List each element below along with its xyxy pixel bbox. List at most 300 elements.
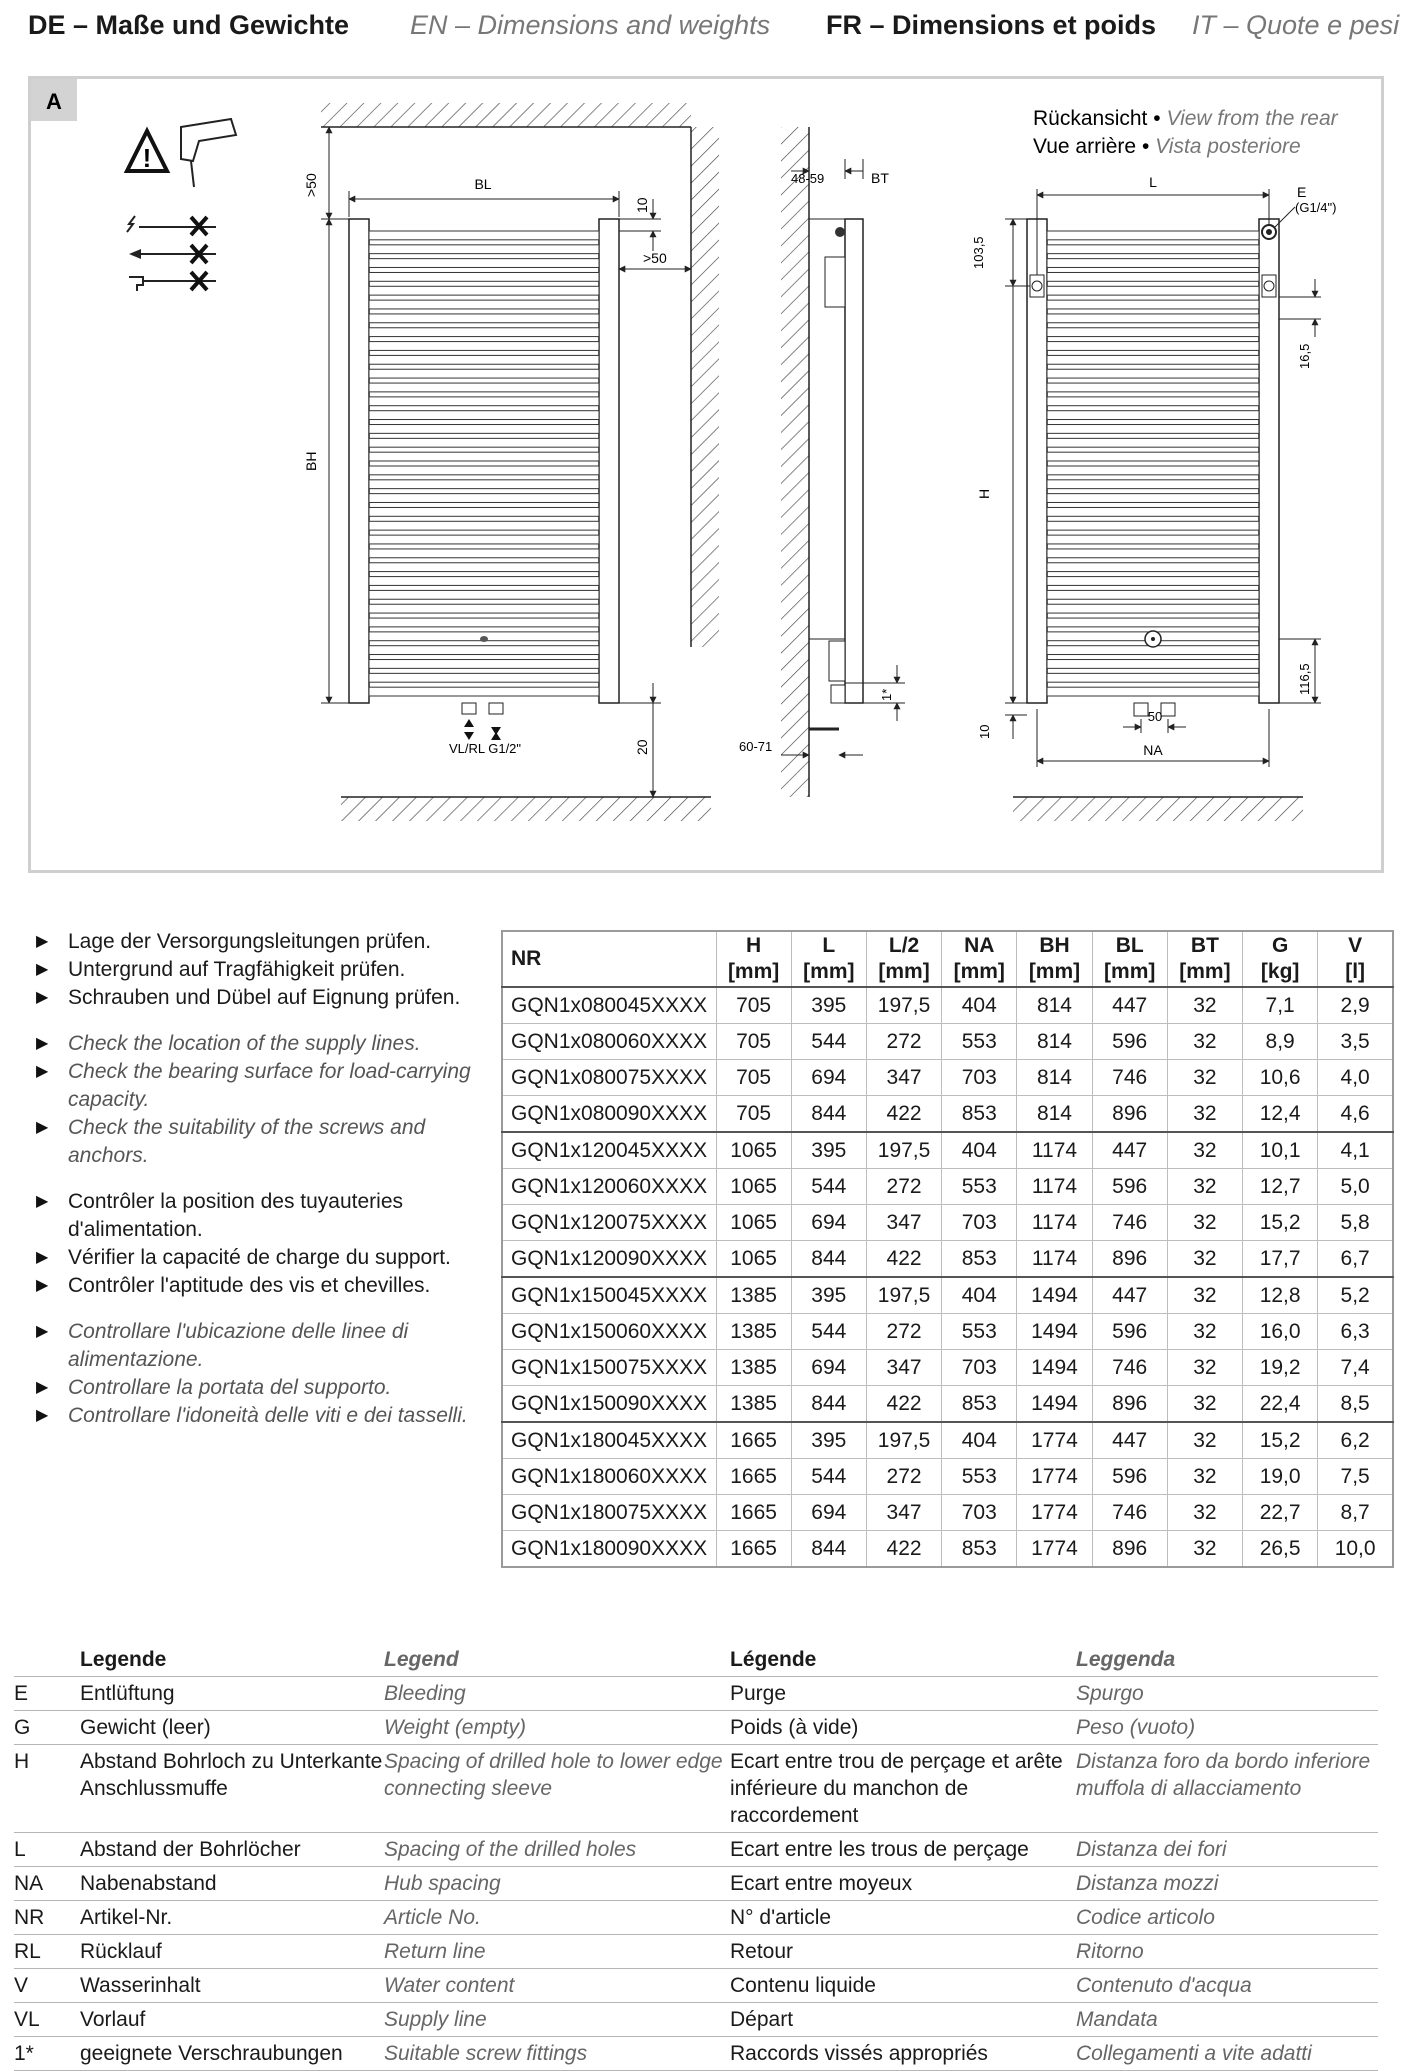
header-it: IT – Quote e pesi bbox=[1192, 10, 1400, 40]
radiator-bar bbox=[1047, 494, 1259, 503]
bullet-item: ▶ Contrôler la position des tuyauteries d'alimentation. bbox=[36, 1188, 486, 1244]
column-name: H bbox=[746, 934, 762, 957]
legend-cell: Distanza foro da bordo inferiore muffola di allacciamento bbox=[1076, 1750, 1371, 1800]
table-cell: 22,7 bbox=[1243, 1495, 1318, 1531]
article-number-cell: GQN1x180090XXXX bbox=[502, 1531, 716, 1568]
bullets-de bbox=[36, 928, 486, 1012]
legend-cell: Spurgo bbox=[1076, 1682, 1144, 1705]
table-cell: 347 bbox=[866, 1495, 941, 1531]
radiator-bar bbox=[1047, 480, 1259, 489]
radiator-bar bbox=[1047, 425, 1259, 434]
radiator-bar bbox=[369, 286, 599, 295]
table-row bbox=[502, 1422, 1393, 1459]
table-cell: 422 bbox=[866, 1386, 941, 1423]
legend-cell: Weight (empty) bbox=[384, 1716, 526, 1739]
radiator-bar bbox=[369, 314, 599, 323]
table-cell: 1494 bbox=[1017, 1350, 1092, 1386]
radiator-bar bbox=[369, 660, 599, 669]
column-unit: [mm] bbox=[878, 960, 930, 983]
table-cell: 395 bbox=[791, 1277, 866, 1314]
table-cell: 32 bbox=[1167, 987, 1242, 1024]
legend-cell: Distanza mozzi bbox=[1076, 1872, 1219, 1895]
legend-row bbox=[14, 1833, 1378, 1867]
legend-cell: Water content bbox=[384, 1974, 515, 1997]
article-number-cell: GQN1x120045XXXX bbox=[502, 1132, 716, 1169]
table-cell: 814 bbox=[1017, 1096, 1092, 1133]
radiator-bar bbox=[1047, 300, 1259, 309]
legend-table bbox=[14, 1643, 1378, 2071]
table-cell: 1385 bbox=[716, 1277, 791, 1314]
legend-cell: Supply line bbox=[384, 2008, 487, 2031]
table-header-row bbox=[502, 931, 1393, 987]
table-cell: 32 bbox=[1167, 1531, 1242, 1568]
radiator-bar bbox=[1047, 687, 1259, 696]
table-cell: 705 bbox=[716, 987, 791, 1024]
legend-cell: G bbox=[14, 1716, 31, 1739]
table-cell: 10,6 bbox=[1243, 1060, 1318, 1096]
table-row bbox=[502, 1132, 1393, 1169]
table-cell: 32 bbox=[1167, 1024, 1242, 1060]
dim-48-59: 48-59 bbox=[791, 171, 825, 186]
table-row bbox=[502, 1205, 1393, 1241]
table-cell: 853 bbox=[942, 1531, 1017, 1568]
radiator-bar bbox=[1047, 328, 1259, 337]
table-row bbox=[502, 1277, 1393, 1314]
table-cell: 844 bbox=[791, 1386, 866, 1423]
dim-h: H bbox=[976, 488, 992, 499]
check-instructions bbox=[36, 928, 486, 1448]
table-cell: 544 bbox=[791, 1169, 866, 1205]
table-cell: 347 bbox=[866, 1060, 941, 1096]
figure-label: A bbox=[46, 89, 62, 114]
radiator-bar bbox=[369, 549, 599, 558]
radiator-bar bbox=[1047, 369, 1259, 378]
radiator-bar bbox=[369, 342, 599, 351]
legend-cell: NR bbox=[14, 1906, 45, 1929]
column-unit: [mm] bbox=[727, 960, 780, 983]
dimension-drawing bbox=[31, 79, 1381, 870]
legend-cell: RL bbox=[14, 1940, 41, 1963]
radiator-bar bbox=[1047, 507, 1259, 516]
dim-gt50-top: >50 bbox=[303, 173, 319, 197]
table-cell: 6,3 bbox=[1318, 1314, 1393, 1350]
table-cell: 32 bbox=[1167, 1096, 1242, 1133]
table-cell: 1174 bbox=[1017, 1205, 1092, 1241]
article-number-cell: GQN1x080090XXXX bbox=[502, 1096, 716, 1133]
radiator-bar bbox=[369, 245, 599, 254]
table-cell: 272 bbox=[866, 1024, 941, 1060]
table-cell: 447 bbox=[1092, 1277, 1167, 1314]
legend-row bbox=[14, 1901, 1378, 1935]
table-cell: 395 bbox=[791, 1132, 866, 1169]
table-cell: 8,5 bbox=[1318, 1386, 1393, 1423]
radiator-bar bbox=[369, 535, 599, 544]
legend-cell: L bbox=[14, 1838, 26, 1861]
column-name: BH bbox=[1039, 934, 1070, 957]
table-cell: 703 bbox=[942, 1060, 1017, 1096]
no-gas-icon bbox=[129, 245, 216, 263]
radiator-bar bbox=[1047, 604, 1259, 613]
table-cell: 404 bbox=[942, 1422, 1017, 1459]
table-cell: 1065 bbox=[716, 1132, 791, 1169]
column-unit: [mm] bbox=[1179, 960, 1231, 983]
table-cell: 694 bbox=[791, 1350, 866, 1386]
header-fr: FR – Dimensions et poids bbox=[826, 10, 1157, 40]
table-cell: 2,9 bbox=[1318, 987, 1393, 1024]
radiator-bar bbox=[1047, 521, 1259, 530]
table-cell: 553 bbox=[942, 1169, 1017, 1205]
bullet-item: ▶ Contrôler l'aptitude des vis et chevilles. bbox=[36, 1272, 486, 1300]
radiator-bar bbox=[369, 272, 599, 281]
column-name: BT bbox=[1190, 934, 1219, 957]
table-row bbox=[502, 1314, 1393, 1350]
table-cell: 694 bbox=[791, 1205, 866, 1241]
table-cell: 694 bbox=[791, 1060, 866, 1096]
table-cell: 896 bbox=[1092, 1241, 1167, 1278]
column-name: NA bbox=[964, 934, 995, 957]
radiator-bar bbox=[1047, 259, 1259, 268]
column-name: BL bbox=[1115, 934, 1144, 957]
dim-gt50-side: >50 bbox=[643, 250, 667, 266]
table-row bbox=[502, 1531, 1393, 1568]
column-header bbox=[1318, 931, 1393, 987]
dim-1-star: 1* bbox=[879, 688, 894, 701]
rear-view-caption-2 bbox=[1033, 135, 1301, 158]
table-cell: 596 bbox=[1092, 1024, 1167, 1060]
table-cell: 16,0 bbox=[1243, 1314, 1318, 1350]
radiator-bar bbox=[369, 411, 599, 420]
column-header bbox=[1243, 931, 1318, 987]
article-number-cell: GQN1x180045XXXX bbox=[502, 1422, 716, 1459]
rear-view bbox=[1005, 189, 1321, 821]
legend-cell: Wasserinhalt bbox=[80, 1974, 201, 1997]
table-cell: 197,5 bbox=[866, 1277, 941, 1314]
table-cell: 32 bbox=[1167, 1132, 1242, 1169]
bullet-item: ▶ Controllare l'ubicazione delle linee di alimentazione. bbox=[36, 1318, 486, 1374]
table-row bbox=[502, 1024, 1393, 1060]
table-cell: 4,1 bbox=[1318, 1132, 1393, 1169]
radiator-bar bbox=[369, 452, 599, 461]
installation-figure bbox=[28, 76, 1384, 873]
legend-cell: N° d'article bbox=[730, 1906, 832, 1929]
bullets-fr bbox=[36, 1188, 486, 1300]
radiator-bar bbox=[369, 590, 599, 599]
legend-cell: Vorlauf bbox=[80, 2008, 146, 2031]
legend-row bbox=[14, 1711, 1378, 1745]
table-row bbox=[502, 987, 1393, 1024]
table-cell: 32 bbox=[1167, 1241, 1242, 1278]
table-cell: 746 bbox=[1092, 1495, 1167, 1531]
legend-cell: Ecart entre trou de perçage et arête inférieure du manchon de raccordement bbox=[730, 1750, 1063, 1827]
radiator-bar bbox=[369, 259, 599, 268]
radiator-bar bbox=[369, 687, 599, 696]
legend-cell: Peso (vuoto) bbox=[1076, 1716, 1196, 1739]
legend-cell: Suitable screw fittings bbox=[384, 2042, 588, 2065]
radiator-bar bbox=[369, 480, 599, 489]
table-cell: 5,8 bbox=[1318, 1205, 1393, 1241]
legend-cell: Mandata bbox=[1076, 2008, 1158, 2031]
drill-icon bbox=[181, 119, 236, 187]
article-number-cell: GQN1x120075XXXX bbox=[502, 1205, 716, 1241]
table-cell: 8,7 bbox=[1318, 1495, 1393, 1531]
table-cell: 1065 bbox=[716, 1205, 791, 1241]
table-cell: 7,5 bbox=[1318, 1459, 1393, 1495]
table-row bbox=[502, 1060, 1393, 1096]
table-cell: 814 bbox=[1017, 987, 1092, 1024]
table-cell: 32 bbox=[1167, 1060, 1242, 1096]
legend-cell: Codice articolo bbox=[1076, 1906, 1215, 1929]
column-unit: [kg] bbox=[1260, 960, 1300, 983]
dim-vlrl: VL/RL G1/2" bbox=[448, 741, 522, 756]
rear-view-de: Rückansicht bbox=[1033, 107, 1148, 130]
column-header bbox=[1167, 931, 1242, 987]
legend-cell: H bbox=[14, 1750, 30, 1773]
legend-cell: E bbox=[14, 1682, 29, 1705]
rear-view-fr: Vue arrière bbox=[1033, 135, 1137, 158]
legend-cell: Collegamenti a vite adatti bbox=[1076, 2042, 1312, 2065]
legend-cell: V bbox=[14, 1974, 29, 1997]
dim-bh: BH bbox=[303, 451, 319, 471]
dim-10-top: 10 bbox=[634, 197, 650, 213]
table-cell: 814 bbox=[1017, 1024, 1092, 1060]
warning-icon bbox=[127, 131, 167, 173]
dim-bl: BL bbox=[474, 176, 492, 192]
bullets-it bbox=[36, 1318, 486, 1430]
table-row bbox=[502, 1241, 1393, 1278]
legend-cell: Poids (à vide) bbox=[730, 1716, 859, 1739]
radiator-bar bbox=[1047, 660, 1259, 669]
table-cell: 422 bbox=[866, 1531, 941, 1568]
table-cell: 853 bbox=[942, 1096, 1017, 1133]
front-view bbox=[321, 103, 719, 821]
bullet-item: ▶ Lage der Versorgungsleitungen prüfen. bbox=[36, 928, 486, 956]
legend-row bbox=[14, 2003, 1378, 2037]
column-header bbox=[942, 931, 1017, 987]
table-cell: 395 bbox=[791, 987, 866, 1024]
column-unit: [mm] bbox=[803, 960, 855, 983]
table-cell: 746 bbox=[1092, 1350, 1167, 1386]
radiator-bar bbox=[369, 355, 599, 364]
bullet-item: ▶ Check the bearing surface for load-carrying capacity. bbox=[36, 1058, 486, 1114]
table-cell: 4,6 bbox=[1318, 1096, 1393, 1133]
legend-cell: Légende bbox=[730, 1648, 817, 1671]
table-cell: 853 bbox=[942, 1241, 1017, 1278]
table-cell: 197,5 bbox=[866, 1132, 941, 1169]
table-row bbox=[502, 1350, 1393, 1386]
radiator-bar bbox=[1047, 411, 1259, 420]
table-cell: 15,2 bbox=[1243, 1205, 1318, 1241]
table-cell: 1774 bbox=[1017, 1531, 1092, 1568]
radiator-bar bbox=[369, 328, 599, 337]
radiator-bar bbox=[369, 466, 599, 475]
table-cell: 26,5 bbox=[1243, 1531, 1318, 1568]
column-name: NR bbox=[511, 947, 542, 970]
table-cell: 1665 bbox=[716, 1495, 791, 1531]
legend-cell: Entlüftung bbox=[80, 1682, 175, 1705]
table-cell: 404 bbox=[942, 987, 1017, 1024]
table-cell: 1774 bbox=[1017, 1422, 1092, 1459]
legend-cell: Contenuto d'acqua bbox=[1076, 1974, 1252, 1997]
header-de: DE – Maße und Gewichte bbox=[28, 10, 350, 40]
table-cell: 10,0 bbox=[1318, 1531, 1393, 1568]
table-row bbox=[502, 1096, 1393, 1133]
table-cell: 6,7 bbox=[1318, 1241, 1393, 1278]
table-cell: 705 bbox=[716, 1060, 791, 1096]
legend-cell: geeignete Verschraubungen bbox=[80, 2042, 343, 2065]
bullet-sep-1: • bbox=[1153, 107, 1161, 130]
bullet-item: ▶ Schrauben und Dübel auf Eignung prüfen. bbox=[36, 984, 486, 1012]
legend-cell bbox=[14, 1646, 80, 1673]
legend-cell: Legende bbox=[80, 1648, 167, 1671]
table-cell: 5,2 bbox=[1318, 1277, 1393, 1314]
legend-cell: Départ bbox=[730, 2008, 794, 2031]
table-cell: 19,2 bbox=[1243, 1350, 1318, 1386]
radiator-bar bbox=[369, 673, 599, 682]
table-cell: 19,0 bbox=[1243, 1459, 1318, 1495]
table-cell: 1665 bbox=[716, 1459, 791, 1495]
table-cell: 22,4 bbox=[1243, 1386, 1318, 1423]
column-unit: [l] bbox=[1345, 960, 1366, 983]
legend-row bbox=[14, 1969, 1378, 2003]
table-cell: 896 bbox=[1092, 1386, 1167, 1423]
radiator-bar bbox=[369, 397, 599, 406]
article-number-cell: GQN1x150090XXXX bbox=[502, 1386, 716, 1423]
legend-row bbox=[14, 1745, 1378, 1833]
table-cell: 1174 bbox=[1017, 1132, 1092, 1169]
radiator-bar bbox=[1047, 618, 1259, 627]
radiator-bar bbox=[369, 577, 599, 586]
radiator-bar bbox=[369, 521, 599, 530]
table-cell: 1774 bbox=[1017, 1495, 1092, 1531]
radiator-bar bbox=[1047, 272, 1259, 281]
legend-cell: Distanza dei fori bbox=[1076, 1838, 1227, 1861]
table-cell: 347 bbox=[866, 1350, 941, 1386]
table-cell: 4,0 bbox=[1318, 1060, 1393, 1096]
legend-row bbox=[14, 1677, 1378, 1711]
legend-cell: 1* bbox=[14, 2042, 34, 2065]
legend-row bbox=[14, 1935, 1378, 1969]
table-cell: 32 bbox=[1167, 1205, 1242, 1241]
radiator-bar bbox=[369, 438, 599, 447]
column-header bbox=[1017, 931, 1092, 987]
legend-cell: Rücklauf bbox=[80, 1940, 162, 1963]
table-cell: 422 bbox=[866, 1241, 941, 1278]
dim-10-bottom: 10 bbox=[977, 724, 992, 739]
table-cell: 272 bbox=[866, 1459, 941, 1495]
column-unit: [mm] bbox=[953, 960, 1005, 983]
rear-view-it: Vista posteriore bbox=[1155, 135, 1301, 158]
radiator-bar bbox=[1047, 466, 1259, 475]
no-electric-icon bbox=[127, 216, 216, 235]
table-cell: 1174 bbox=[1017, 1241, 1092, 1278]
radiator-bar bbox=[1047, 314, 1259, 323]
dimensions-table bbox=[501, 930, 1394, 1568]
table-cell: 1665 bbox=[716, 1531, 791, 1568]
column-header bbox=[791, 931, 866, 987]
bullets-en bbox=[36, 1030, 486, 1170]
table-row bbox=[502, 1386, 1393, 1423]
table-cell: 694 bbox=[791, 1495, 866, 1531]
article-number-cell: GQN1x080045XXXX bbox=[502, 987, 716, 1024]
table-cell: 15,2 bbox=[1243, 1422, 1318, 1459]
no-water-icon bbox=[129, 272, 216, 291]
legend-cell: Leggenda bbox=[1076, 1648, 1176, 1671]
bullet-item: ▶ Check the location of the supply lines. bbox=[36, 1030, 486, 1058]
table-cell: 1065 bbox=[716, 1169, 791, 1205]
radiator-bar bbox=[369, 369, 599, 378]
table-cell: 596 bbox=[1092, 1459, 1167, 1495]
legend-cell: Article No. bbox=[384, 1906, 481, 1929]
table-cell: 705 bbox=[716, 1024, 791, 1060]
table-cell: 32 bbox=[1167, 1495, 1242, 1531]
radiator-bar bbox=[1047, 577, 1259, 586]
table-cell: 853 bbox=[942, 1386, 1017, 1423]
table-cell: 1494 bbox=[1017, 1386, 1092, 1423]
table-cell: 10,1 bbox=[1243, 1132, 1318, 1169]
table-cell: 553 bbox=[942, 1459, 1017, 1495]
table-cell: 544 bbox=[791, 1314, 866, 1350]
table-cell: 814 bbox=[1017, 1060, 1092, 1096]
dim-g14: (G1/4") bbox=[1295, 200, 1337, 215]
legend-cell: Legend bbox=[384, 1648, 459, 1671]
radiator-bar bbox=[369, 507, 599, 516]
table-cell: 1385 bbox=[716, 1314, 791, 1350]
bullet-item: ▶ Controllare l'idoneità delle viti e dei tasselli. bbox=[36, 1402, 486, 1430]
radiator-bar bbox=[1047, 549, 1259, 558]
legend-cell: Ecart entre moyeux bbox=[730, 1872, 913, 1895]
table-cell: 1774 bbox=[1017, 1459, 1092, 1495]
table-cell: 32 bbox=[1167, 1459, 1242, 1495]
column-header bbox=[866, 931, 941, 987]
table-cell: 746 bbox=[1092, 1060, 1167, 1096]
legend-cell: Abstand Bohrloch zu Unterkante Anschlussmuffe bbox=[80, 1750, 383, 1800]
table-row bbox=[502, 1169, 1393, 1205]
dim-16-5: 16,5 bbox=[1297, 343, 1312, 369]
radiator-bar bbox=[1047, 673, 1259, 682]
legend-cell: Gewicht (leer) bbox=[80, 1716, 211, 1739]
table-cell: 8,9 bbox=[1243, 1024, 1318, 1060]
radiator-bar bbox=[1047, 231, 1259, 240]
table-cell: 544 bbox=[791, 1024, 866, 1060]
column-header bbox=[716, 931, 791, 987]
table-cell: 844 bbox=[791, 1096, 866, 1133]
legend-cell: Artikel-Nr. bbox=[80, 1906, 173, 1929]
legend-cell: Return line bbox=[384, 1940, 486, 1963]
table-cell: 447 bbox=[1092, 987, 1167, 1024]
column-header bbox=[1092, 931, 1167, 987]
legend-cell: Spacing of the drilled holes bbox=[384, 1838, 637, 1861]
legend-cell: Contenu liquide bbox=[730, 1974, 876, 1997]
table-cell: 32 bbox=[1167, 1422, 1242, 1459]
table-cell: 553 bbox=[942, 1314, 1017, 1350]
table-cell: 1385 bbox=[716, 1386, 791, 1423]
radiator-bar bbox=[1047, 563, 1259, 572]
table-cell: 596 bbox=[1092, 1314, 1167, 1350]
table-cell: 32 bbox=[1167, 1350, 1242, 1386]
svg-text:!: ! bbox=[142, 143, 152, 173]
column-name: V bbox=[1348, 934, 1363, 957]
table-cell: 896 bbox=[1092, 1531, 1167, 1568]
bullet-sep-2: • bbox=[1141, 135, 1150, 158]
radiator-bar bbox=[1047, 286, 1259, 295]
article-number-cell: GQN1x120060XXXX bbox=[502, 1169, 716, 1205]
table-cell: 422 bbox=[866, 1096, 941, 1133]
legend-cell: Ecart entre les trous de perçage bbox=[730, 1838, 1029, 1861]
legend-cell: Raccords vissés appropriés bbox=[730, 2042, 988, 2065]
dim-na: NA bbox=[1143, 742, 1163, 758]
dim-116-5: 116,5 bbox=[1297, 663, 1312, 695]
radiator-bar bbox=[1047, 452, 1259, 461]
